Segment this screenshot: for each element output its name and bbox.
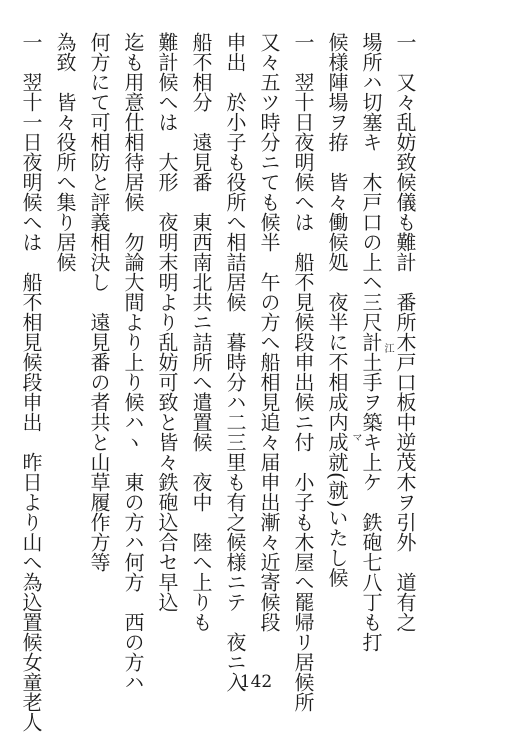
text-column-3: 候様陣場ヲ拵 皆々働候処 夜半に不相成内成就(就)いたし候 bbox=[325, 32, 349, 588]
ruby-annotation: マ bbox=[350, 432, 361, 442]
text-column-4: 一 翌十日夜明候へは 船不見候段申出候ニ付 小子も木屋へ罷帰リ居候所 bbox=[291, 32, 315, 712]
text-column-6: 申出 於小子も役所へ相詰居候 暮時分ハ二三里も有之候様ニテ 夜ニ入 bbox=[223, 32, 247, 692]
text-column-7: 船不相分 遠見番 東西南北共ニ詰所へ遣置候 夜中 陸へ上りも bbox=[189, 32, 213, 632]
text-column-2: 場所ハ切塞キ 木戸口の上ヘ三尺計土手ヲ築キ上ケ 鉄砲七八丁も打 bbox=[359, 32, 383, 652]
page-number: 142 bbox=[239, 672, 273, 692]
text-column-10: 何方にて可相防と評義相決し 遠見番の者共と山草履作方等 bbox=[87, 32, 111, 572]
text-column-8: 難計候へは 大形 夜明末明より乱妨可致と皆々鉄砲込合セ早込 bbox=[155, 32, 179, 612]
text-column-11: 為致 皆々役所へ集り居候 bbox=[53, 32, 77, 272]
ruby-annotation: 江 bbox=[382, 343, 393, 353]
text-column-12: 一 翌十一日夜明候へは 船不相見候段申出 昨日より山へ為込置候女童老人 bbox=[19, 32, 43, 732]
text-column-1: 一 又々乱妨致候儀も難計 番所木戸口板中逆茂木ヲ引外 道有之 bbox=[393, 32, 417, 632]
text-column-5: 又々五ツ時分ニても候半 午の方へ船相見追々届申出漸々近寄候段 bbox=[257, 32, 281, 632]
text-column-9: 迄も用意仕相待居候 勿論大間より上り候ハヽ 東の方ハ何方 西の方ハ bbox=[121, 32, 145, 692]
